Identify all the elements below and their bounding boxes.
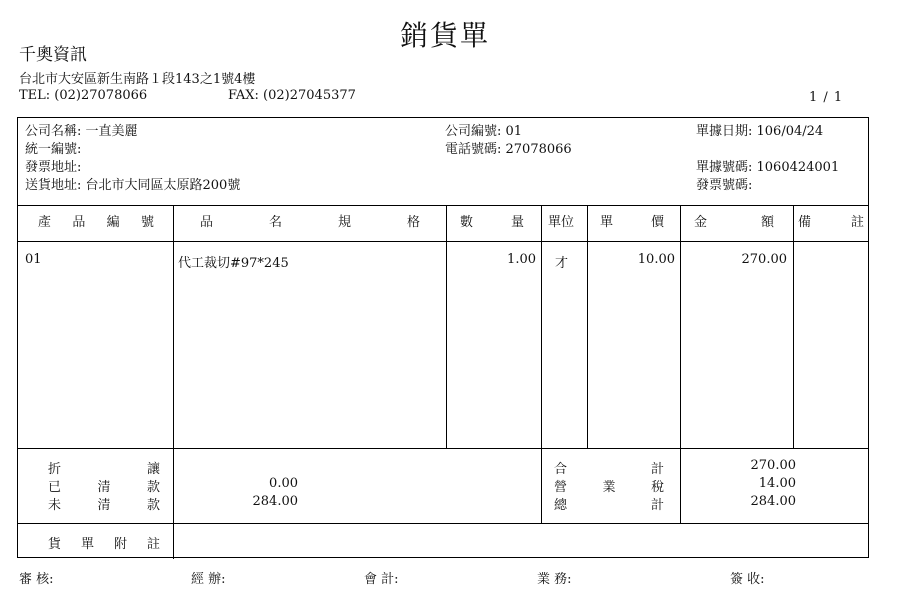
unpaid-label: 未 清 款 [48,498,160,513]
col-divider [173,523,174,559]
col-divider [446,205,447,448]
summary-divider [18,523,868,524]
customer-delivery-address: 送貨地址: 台北市大同區太原路200號 [25,178,241,193]
column-header-qty: 數 量 [460,215,524,230]
item-code: 01 [25,252,42,267]
signature-sales: 業 務: [537,572,572,587]
company-tel: TEL: (02)27078066 [19,88,148,103]
column-header-product-code: 產 品 編 號 [38,215,154,230]
col-divider [587,205,588,448]
items-divider [18,448,868,449]
page-indicator: 1 / 1 [809,90,844,105]
unpaid-value: 284.00 [252,494,298,509]
document-number: 單據號碼: 1060424001 [696,160,840,175]
column-header-unit: 單位 [548,215,575,230]
column-header-amount: 金 額 [694,215,774,230]
company-fax: FAX: (02)27045377 [228,88,356,103]
tax-label: 營 業 稅 [554,480,664,495]
discount-label: 折 讓 [48,462,160,477]
item-amount: 270.00 [741,252,787,267]
signature-review: 審 核: [19,572,54,587]
document-title: 銷貨單 [400,19,491,52]
tax-value: 14.00 [758,476,796,491]
customer-tax-id: 統一編號: [25,142,82,157]
subtotal-label: 合 計 [554,462,664,477]
col-divider [680,205,681,448]
customer-company-code: 公司編號: 01 [445,124,523,139]
item-qty: 1.00 [507,252,536,267]
total-label: 總 計 [554,498,664,513]
column-header-note: 備 註 [798,215,864,230]
col-divider [541,205,542,448]
column-header-divider [18,241,868,242]
signature-receipt: 簽 收: [730,572,765,587]
company-name: 千奧資訊 [19,45,87,65]
subtotal-value: 270.00 [750,458,796,473]
col-divider [680,448,681,523]
invoice-number: 發票號碼: [696,178,753,193]
document-date: 單據日期: 106/04/24 [696,124,824,139]
column-header-product-name: 品 名 規 格 [200,215,420,230]
remarks-label: 貨 單 附 註 [48,537,160,552]
paid-label: 已 清 款 [48,480,160,495]
company-address: 台北市大安區新生南路１段143之1號4樓 [19,72,256,87]
customer-invoice-address: 發票地址: [25,160,82,175]
item-name: 代工裁切#97*245 [178,256,289,271]
item-price: 10.00 [637,252,675,267]
item-unit: 才 [555,256,569,271]
signature-accounting: 會 計: [364,572,399,587]
total-value: 284.00 [750,494,796,509]
col-divider [173,205,174,523]
header-divider [18,205,868,206]
col-divider [541,448,542,523]
col-divider [793,205,794,448]
signature-handler: 經 辦: [191,572,226,587]
customer-phone: 電話號碼: 27078066 [445,142,572,157]
customer-company-name: 公司名稱: 一直美麗 [25,124,138,139]
paid-value: 0.00 [269,476,298,491]
invoice-form [17,117,869,558]
column-header-price: 單 價 [600,215,664,230]
